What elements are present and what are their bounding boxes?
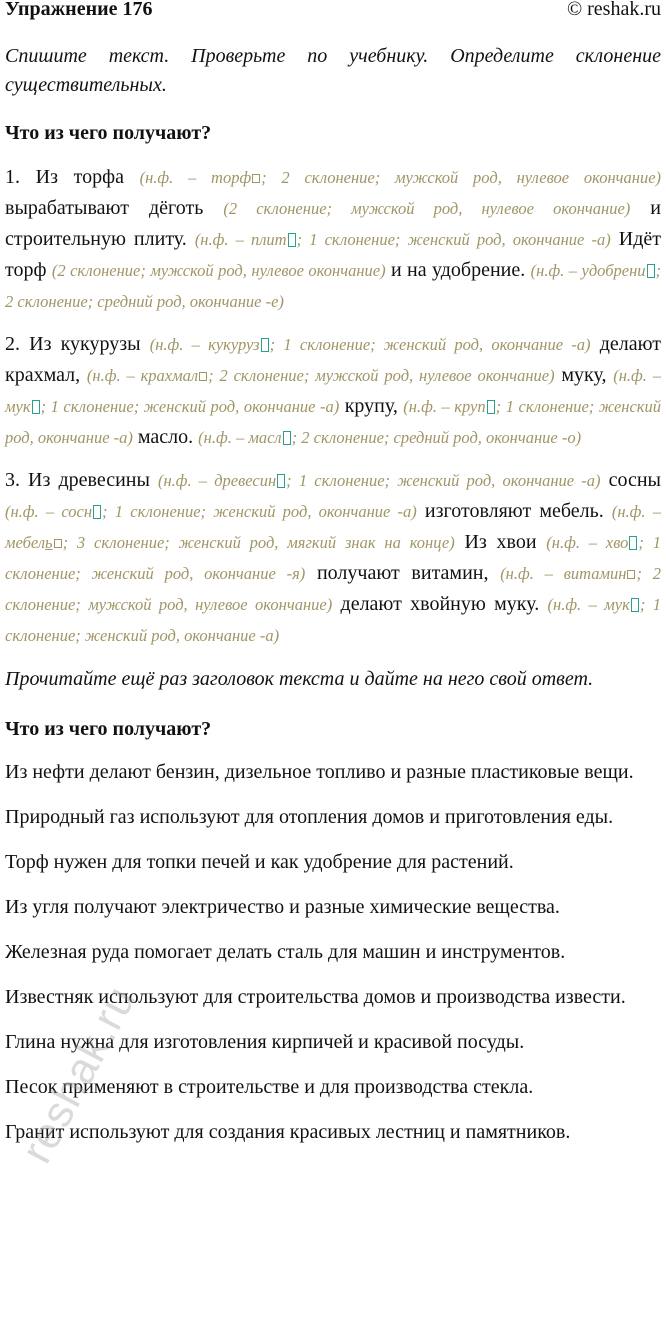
- answer-item: Гранит используют для создания красивых лестниц и памятников.: [5, 1121, 571, 1143]
- answer-item: Песок применяют в строительстве и для производства стекла.: [5, 1076, 534, 1098]
- p2-note-5: (н.ф. – масл ; 2 склонение; средний род, окончание -о): [198, 428, 582, 447]
- answer-item: Торф нужен для топки печей и как удобрение для растений.: [5, 851, 514, 873]
- ending-box-icon: [487, 400, 495, 414]
- answer-item: Из угля получают электричество и разные химические вещества.: [5, 896, 560, 918]
- ending-box-icon: [32, 400, 40, 414]
- ending-box-icon: [647, 264, 655, 278]
- ending-box-icon: [631, 598, 639, 612]
- p2-note-4: (н.ф. – круп ; 1 склонение; женский род, окончание -а): [5, 397, 662, 447]
- answer-item: Природный газ используют для отопления домов и приготовления еды.: [5, 806, 614, 828]
- p3-text-a: 3. Из древесины: [5, 469, 150, 491]
- p1-note-4: (2 склонение; мужской род, нулевое окончание): [51, 261, 386, 280]
- zero-ending-mark: [627, 570, 635, 579]
- p1-text-d: Идёт торф: [5, 228, 662, 281]
- p3-note-6: (н.ф. – мук ; 1 склонение; женский род, окончание -а): [5, 595, 662, 645]
- answer-item: Из нефти делают бензин, дизельное топливо и разные пластиковые вещи.: [5, 761, 634, 783]
- p1-note-1: (н.ф. – торф ; 2 склонение; мужской род, нулевое окончание): [139, 168, 662, 187]
- instruction-1: Спишите текст. Проверьте по учебнику. Определите склонение существительных.: [5, 45, 661, 96]
- p2-text-d: крупу,: [344, 395, 398, 417]
- p3-note-3: (н.ф. – мебель ; 3 склонение; женский род, мягкий знак на конце): [5, 502, 662, 552]
- p3-note-4: (н.ф. – хво ; 1 склонение; женский род, окончание -я): [5, 533, 662, 583]
- p1-text-b: вырабатывают дёготь: [5, 197, 204, 219]
- answer-item: Железная руда помогает делать сталь для машин и инструментов.: [5, 941, 566, 963]
- ending-box-icon: [283, 431, 291, 445]
- ending-box-icon: [629, 536, 637, 550]
- ending-box-icon: [93, 505, 101, 519]
- ending-box-icon: [277, 474, 285, 488]
- p2-text-a: 2. Из кукурузы: [5, 333, 141, 355]
- p1-text-e: и на удобрение.: [390, 259, 526, 281]
- p2-note-3: (н.ф. – мук ; 1 склонение; женский род, окончание -а): [5, 366, 662, 416]
- p3-text-d: Из хвои: [464, 531, 537, 553]
- p1-note-3: (н.ф. – плит ; 1 склонение; женский род, окончание -а): [194, 230, 611, 249]
- zero-ending-mark: [252, 174, 260, 183]
- p3-note-1: (н.ф. – древесин ; 1 склонение; женский род, окончание -а): [157, 471, 601, 490]
- ending-box-icon: [261, 338, 269, 352]
- p2-text-b: делают крахмал,: [5, 333, 662, 386]
- p1-note-2: (2 склонение; мужской род, нулевое окончание): [223, 199, 631, 218]
- p3-note-2: (н.ф. – сосн ; 1 склонение; женский род, окончание -а): [5, 502, 417, 521]
- text-heading: Что из чего получают?: [5, 122, 212, 144]
- p3-text-e: получают витамин,: [316, 562, 489, 584]
- answer-item: Глина нужна для изготовления кирпичей и красивой посуды.: [5, 1031, 525, 1053]
- p1-text-a: 1. Из торфа: [5, 166, 124, 188]
- p2-note-2: (н.ф. – крахмал ; 2 склонение; мужской род, нулевое окончание): [86, 366, 555, 385]
- p1-text-c: и строительную плиту.: [5, 197, 661, 250]
- p3-note-5: (н.ф. – витамин ; 2 склонение; мужской род, нулевое окончание): [5, 564, 662, 614]
- paragraph-3: [5, 465, 661, 651]
- p3-text-b: сосны: [608, 469, 661, 491]
- p2-text-c: муку,: [561, 364, 607, 386]
- answer-heading: Что из чего получают?: [5, 718, 212, 740]
- exercise-title: Упражнение 176: [5, 0, 153, 20]
- p2-note-1: (н.ф. – кукуруз ; 1 склонение; женский род, окончание -а): [149, 335, 591, 354]
- zero-ending-mark: [199, 372, 207, 381]
- paragraph-2: [5, 329, 661, 453]
- answer-item: Известняк используют для строительства домов и производства извести.: [5, 986, 626, 1008]
- zero-ending-mark: [54, 539, 62, 548]
- p3-text-c: изготовляют мебель.: [424, 500, 604, 522]
- page-header: [5, 0, 661, 24]
- instruction-2: Прочитайте ещё раз заголовок текста и дайте на него свой ответ.: [5, 668, 594, 690]
- soft-sign-ending: ь: [45, 533, 53, 552]
- p1-note-5: (н.ф. – удобрени ; 2 склонение; средний род, окончание -е): [5, 261, 662, 311]
- paragraph-1: [5, 162, 661, 317]
- answer-list: [5, 758, 661, 1147]
- ending-box-icon: [288, 233, 296, 247]
- watermark: reshak.ru: [12, 978, 146, 1172]
- p2-text-e: масло.: [137, 426, 194, 448]
- site-credit: © reshak.ru: [566, 0, 661, 20]
- p3-text-f: делают хвойную муку.: [340, 593, 540, 615]
